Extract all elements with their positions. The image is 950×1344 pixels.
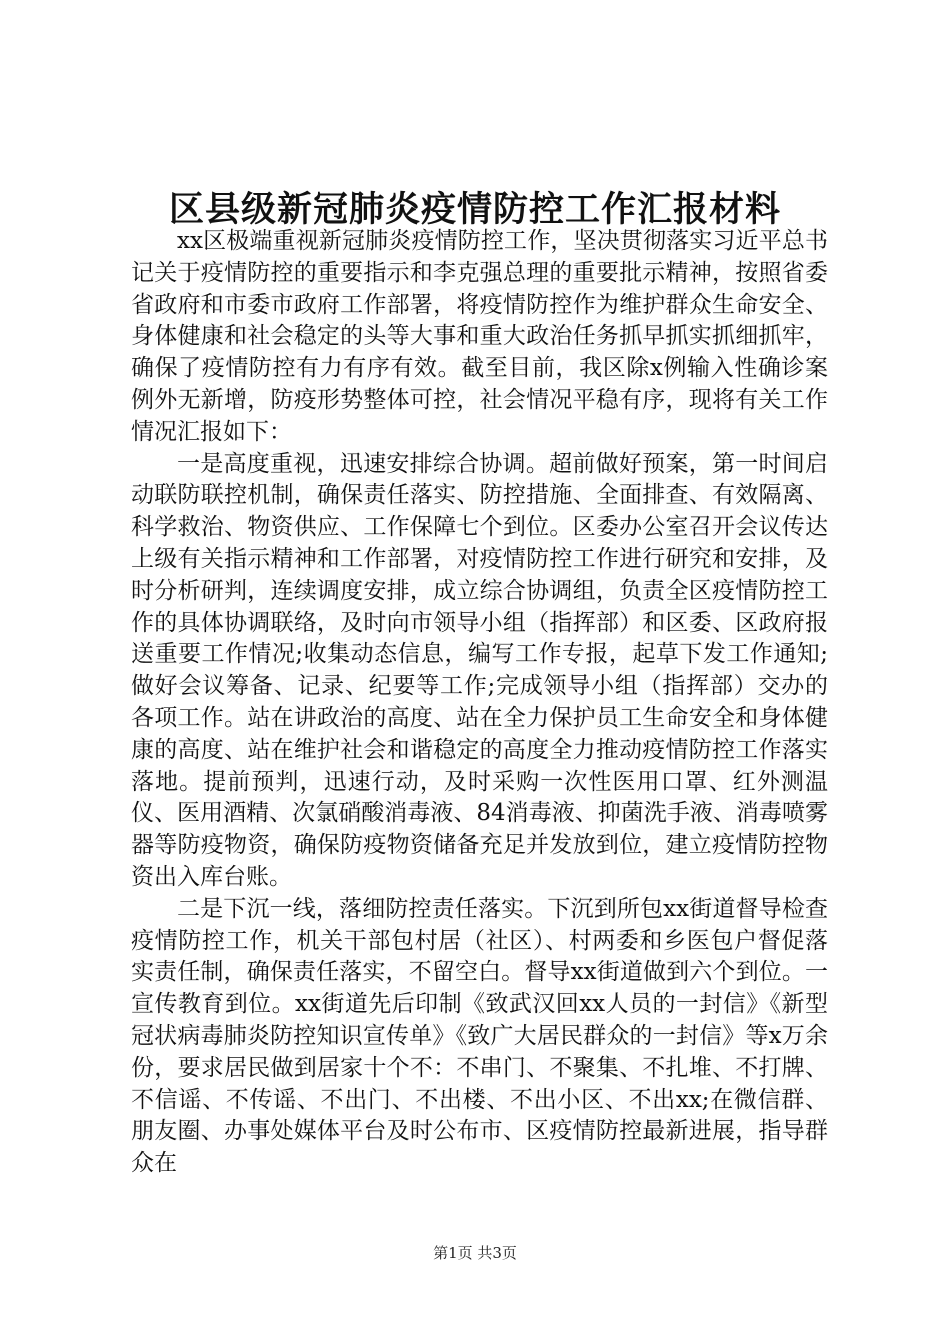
document-title: 区县级新冠肺炎疫情防控工作汇报材料 [168,189,781,230]
page-number-footer: 第1页 共3页 [433,1244,517,1262]
document-body [131,226,828,1180]
paragraph-section-1: 一是高度重视，迅速安排综合协调。超前做好预案，第一时间启动联防联控机制，确保责任落实、防控措施、全面排查、有效隔离、科学救治、物资供应、工作保障七个到位。区委办公室召开会议传达上级有关指示精神和工作部署，对疫情防控工作进行研究和安排，及时分析研判，连续调度安排，成立综合协调组，负责全区疫情防控工作的具体协调联络，及时向市领导小组（指挥部）和区委、区政府报送重要工作情况;收集动态信息，编写工作专报，起草下发工作通知;做好会议筹备、记录、纪要等工作;完成领导小组（指挥部）交办的各项工作。站在讲政治的高度、站在全力保护员工生命安全和身体健康的高度、站在维护社会和谐稳定的高度全力推动疫情防控工作落实落地。提前预判，迅速行动，及时采购一次性医用口罩、红外测温仪、医用酒精、次氯硝酸消毒液、84消毒液、抑菌洗手液、消毒喷雾器等防疫物资，确保防疫物资储备充足并发放到位，建立疫情防控物资出入库台账。 [131,450,828,890]
paragraph-section-2: 二是下沉一线，落细防控责任落实。下沉到所包xx街道督导检查疫情防控工作，机关干部包村居（社区）、村两委和乡医包户督促落实责任制，确保责任落实，不留空白。督导xx街道做到六个到位。一宣传教育到位。xx街道先后印制《致武汉回xx人员的一封信》《新型冠状病毒肺炎防控知识宣传单》《致广大居民群众的一封信》等x万余份，要求居民做到居家十个不：不串门、不聚集、不扎堆、不打牌、不信谣、不传谣、不出门、不出楼、不出小区、不出xx;在微信群、朋友圈、办事处媒体平台及时公布市、区疫情防控最新进展，指导群众在 [131,895,828,1177]
paragraph-intro: xx区极端重视新冠肺炎疫情防控工作，坚决贯彻落实习近平总书记关于疫情防控的重要指示和李克强总理的重要批示精神，按照省委省政府和市委市政府工作部署，将疫情防控作为维护群众生命安全、身体健康和社会稳定的头等大事和重大政治任务抓早抓实抓细抓牢，确保了疫情防控有力有序有效。截至目前，我区除x例输入性确诊案例外无新增，防疫形势整体可控，社会情况平稳有序，现将有关工作情况汇报如下： [131,228,828,445]
